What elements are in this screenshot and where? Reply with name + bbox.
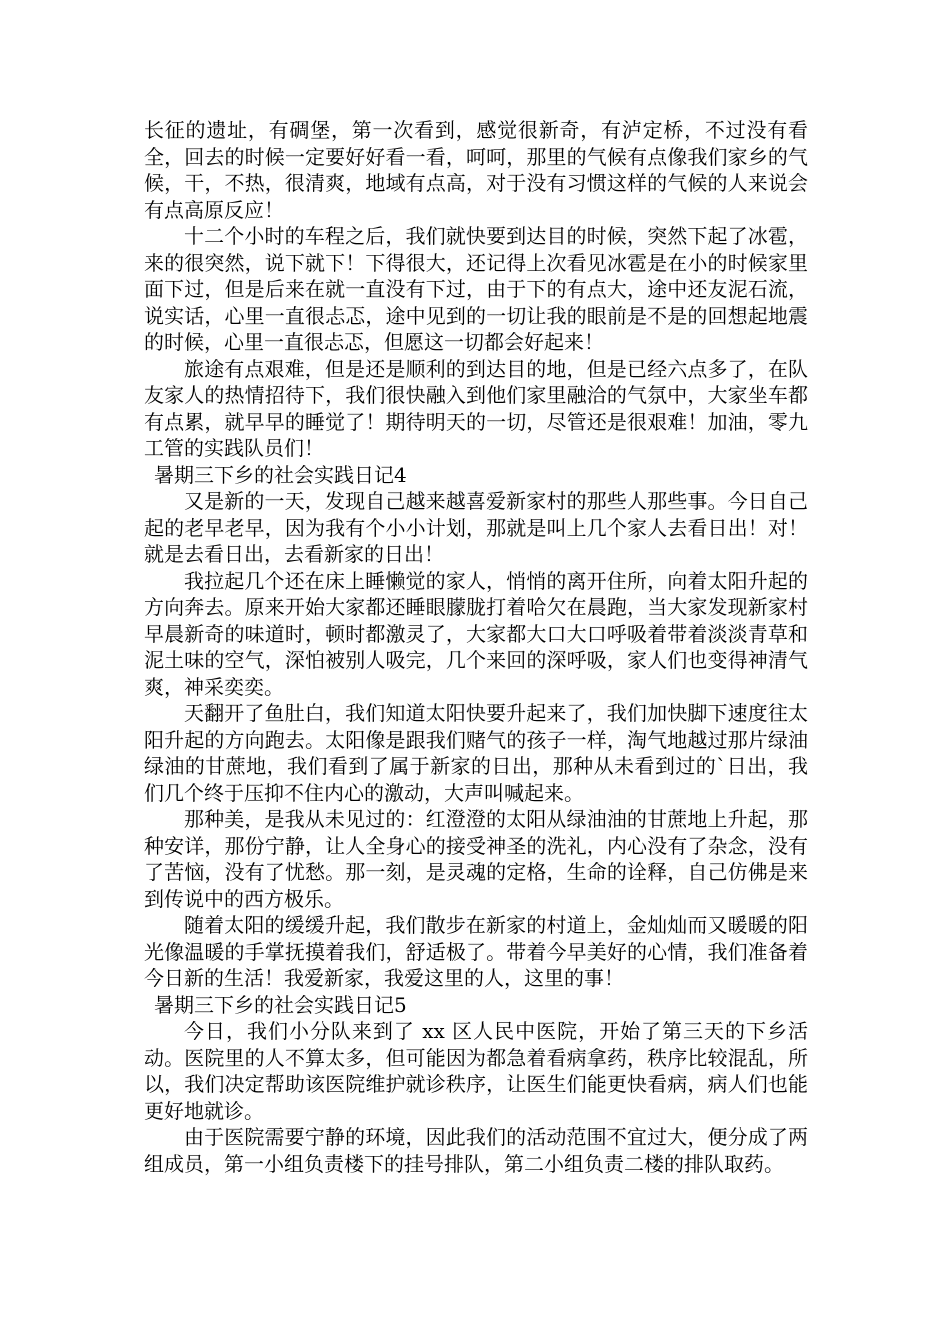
paragraph-beauty: 那种美，是我从未见过的：红澄澄的太阳从绿油油的甘蔗地上升起，那种安详，那份宁静，让人全身心的接受神圣的洗礼，内心没有了杂念，没有了苦恼，没有了忧愁。那一刻，是灵魂的定格，生命的诠释，自己仿佛是来到传说中的西方极乐。 bbox=[144, 807, 808, 911]
paragraph-village-walk: 随着太阳的缓缓升起，我们散步在新家的村道上，金灿灿而又暖暖的阳光像温暖的手掌抚摸着我们，舒适极了。带着今早美好的心情，我们准备着今日新的生活！我爱新家，我爱这里的人，这里的事！ bbox=[144, 913, 808, 990]
paragraph-sunrise: 天翻开了鱼肚白，我们知道太阳快要升起来了，我们加快脚下速度往太阳升起的方向跑去。太阳像是跟我们赌气的孩子一样，淘气地越过那片绿油绿油的甘蔗地，我们看到了属于新家的日出，那种从未看到过的`日出，我们几个终于压抑不住内心的激动，大声叫喊起来。 bbox=[144, 701, 808, 805]
paragraph-long-march: 长征的遗址，有碉堡，第一次看到，感觉很新奇，有泸定桥，不过没有看全，回去的时候一定要好好看一看，呵呵，那里的气候有点像我们家乡的气候，干，不热，很清爽，地域有点高，对于没有习惯这样的气候的人来说会有点高原反应！ bbox=[144, 118, 808, 222]
paragraph-hospital: 今日，我们小分队来到了 xx 区人民中医院，开始了第三天的下乡活动。医院里的人不算太多，但可能因为都急着看病拿药，秩序比较混乱，所以，我们决定帮助该医院维护就诊秩序，让医生们能更快看病，病人们也能更好地就诊。 bbox=[144, 1019, 808, 1123]
document-page bbox=[144, 117, 808, 1177]
paragraph-morning-run: 我拉起几个还在床上睡懒觉的家人，悄悄的离开住所，向着太阳升起的方向奔去。原来开始大家都还睡眼朦胧打着哈欠在晨跑，当大家发现新家村早晨新奇的味道时，顿时都激灵了，大家都大口大口呼吸着带着淡淡青草和泥土味的空气，深怕被别人吸完，几个来回的深呼吸，家人们也变得神清气爽，神采奕奕。 bbox=[144, 568, 808, 699]
paragraph-arrival: 旅途有点艰难，但是还是顺利的到达目的地，但是已经六点多了，在队友家人的热情招待下，我们很快融入到他们家里融洽的气氛中，大家坐车都有点累，就早早的睡觉了！期待明天的一切，尽管还是很艰难！加油，零九工管的实践队员们！ bbox=[144, 356, 808, 460]
diary-heading-4: 暑期三下乡的社会实践日记4 bbox=[154, 462, 407, 487]
paragraph-hailstorm: 十二个小时的车程之后，我们就快要到达目的时候，突然下起了冰雹，来的很突然，说下就下！下得很大，还记得上次看见冰雹是在小的时候家里面下过，但是后来在就一直没有下过，由于下的有点大，途中还友泥石流，说实话，心里一直很忐忑，途中见到的一切让我的眼前是不是的回想起地震的时候，心里一直很忐忑，但愿这一切都会好起来！ bbox=[144, 224, 808, 354]
diary-heading-5: 暑期三下乡的社会实践日记5 bbox=[154, 992, 407, 1017]
paragraph-groups: 由于医院需要宁静的环境，因此我们的活动范围不宜过大，便分成了两组成员，第一小组负责楼下的挂号排队，第二小组负责二楼的排队取药。 bbox=[144, 1125, 808, 1176]
paragraph-new-day: 又是新的一天，发现自己越来越喜爱新家村的那些人那些事。今日自己起的老早老早，因为我有个小小计划，那就是叫上几个家人去看日出！对！就是去看日出，去看新家的日出！ bbox=[144, 489, 808, 566]
